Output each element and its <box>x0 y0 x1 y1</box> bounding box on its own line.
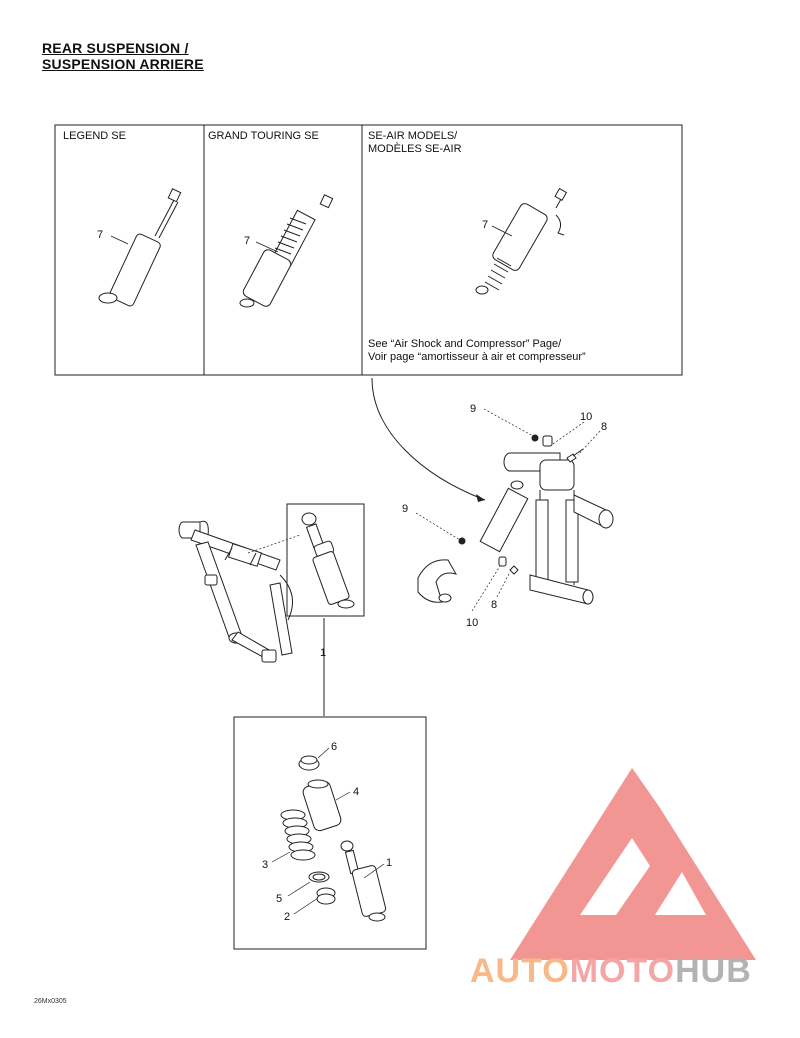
callout-9-upper: 9 <box>470 403 477 415</box>
shock-absorber-main <box>302 513 354 608</box>
reference-arrow <box>372 378 485 500</box>
se-air-note-line2: Voir page “amortisseur à air et compresseur” <box>368 351 586 363</box>
shock-absorber-se-air <box>476 189 566 294</box>
shock-absorber-grand-touring-se <box>240 195 333 308</box>
rear-arm-mount-assembly <box>418 453 613 604</box>
shock-absorber-legend-se <box>99 189 181 307</box>
callout-3: 3 <box>262 859 269 871</box>
page-subtitle: SUSPENSION ARRIERE <box>42 56 204 72</box>
panel-label-se-air-line1: SE-AIR MODELS/ <box>368 130 458 142</box>
watermark-text-hub: HUB <box>675 952 752 990</box>
callout-10-lower: 10 <box>466 617 479 629</box>
exploded-view-box <box>234 717 426 949</box>
callout-9-lower: 9 <box>402 503 409 515</box>
diagram-code: 26Mx0305 <box>34 998 67 1005</box>
exploded-shock-parts <box>281 756 386 921</box>
page-title: REAR SUSPENSION / <box>42 40 189 56</box>
callout-4: 4 <box>353 786 360 798</box>
callout-1-damper: 1 <box>386 857 393 869</box>
callout-10-upper: 10 <box>580 411 593 423</box>
callout-2: 2 <box>284 911 291 923</box>
callout-8-upper: 8 <box>601 421 608 433</box>
callout-7-se-air: 7 <box>482 219 489 231</box>
callout-5: 5 <box>276 893 283 905</box>
watermark-logo <box>510 768 756 960</box>
panel-label-legend-se: LEGEND SE <box>63 130 126 142</box>
watermark-text-auto: AUTO <box>470 952 570 990</box>
suspension-frame <box>179 521 293 662</box>
panel-label-se-air-line2: MODÈLES SE-AIR <box>368 143 462 155</box>
se-air-note-line1: See “Air Shock and Compressor” Page/ <box>368 338 562 350</box>
watermark-text-moto: MOTO <box>569 952 676 990</box>
watermark-brand <box>470 952 752 991</box>
callout-7-grand-touring: 7 <box>244 235 251 247</box>
callout-8-lower: 8 <box>491 599 498 611</box>
panel-label-grand-touring-se: GRAND TOURING SE <box>208 130 319 142</box>
callout-7-legend: 7 <box>97 229 104 241</box>
coil-spring <box>281 810 315 860</box>
callout-1-assembly: 1 <box>320 647 327 659</box>
callout-6: 6 <box>331 741 338 753</box>
